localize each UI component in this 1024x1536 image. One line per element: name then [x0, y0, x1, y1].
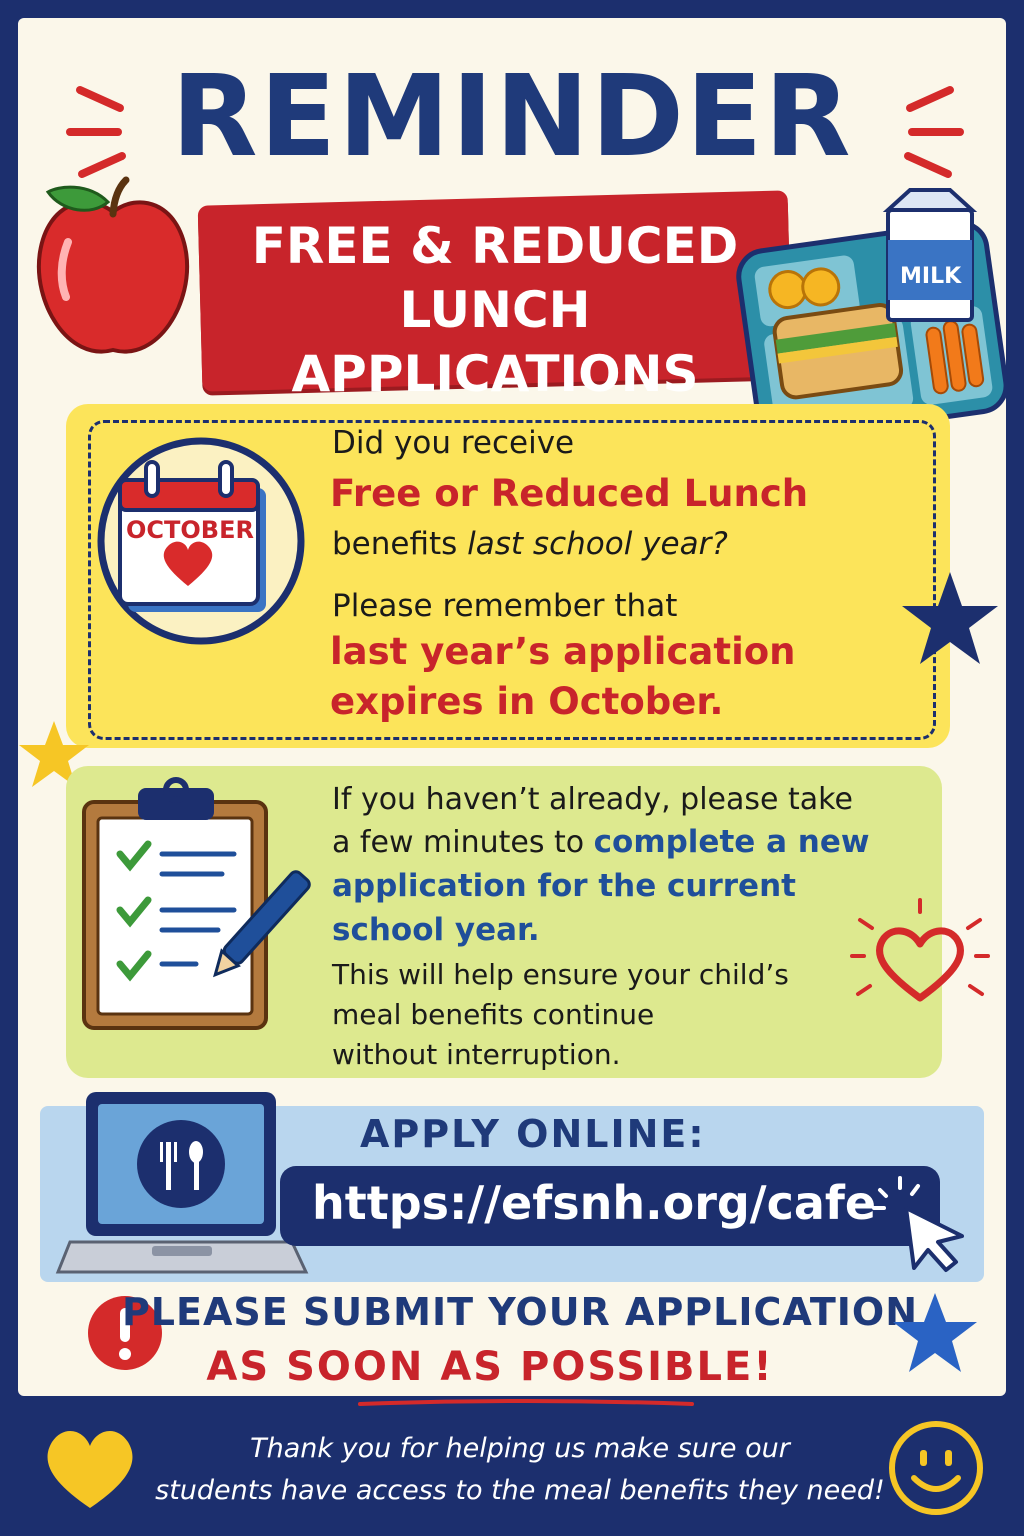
milk-label: MILK — [900, 264, 962, 289]
yellow-line-1: Did you receive — [332, 425, 575, 461]
star-navy-icon — [898, 568, 1002, 668]
cursor-icon — [876, 1180, 972, 1276]
yellow-line-3-b: last school year? — [467, 526, 728, 562]
heart-icon — [850, 898, 990, 1018]
submit-underline — [356, 1398, 696, 1410]
green-line-1: If you haven’t already, please take — [332, 782, 853, 817]
star-blue-icon — [890, 1290, 980, 1376]
footer-line-1: Thank you for helping us make sure our — [250, 1433, 790, 1464]
banner-title — [200, 214, 790, 406]
submit-line-2: AS SOON AS POSSIBLE! — [206, 1344, 774, 1390]
green-line-7: without interruption. — [332, 1038, 621, 1071]
green-line-3: application for the current — [332, 868, 796, 904]
burst-right-icon — [870, 70, 970, 180]
headline: REMINDER — [171, 52, 853, 182]
thank-you-message — [150, 1428, 890, 1512]
yellow-line-5: last year’s application — [330, 630, 796, 673]
yellow-line-3-a: benefits — [332, 526, 468, 562]
banner-line-1: FREE & REDUCED — [251, 217, 739, 275]
green-line-6: meal benefits continue — [332, 998, 655, 1031]
apply-url-text[interactable]: https://efsnh.org/cafe — [312, 1176, 877, 1230]
burst-left-icon — [60, 70, 160, 180]
banner-line-2: LUNCH APPLICATIONS — [291, 281, 699, 403]
green-line-2 — [332, 824, 870, 860]
green-line-2-a: a few minutes to — [332, 825, 594, 860]
yellow-line-6: expires in October. — [330, 680, 724, 723]
clipboard-icon — [76, 778, 306, 1038]
green-line-2-b: complete a new — [593, 824, 870, 860]
yellow-line-2: Free or Reduced Lunch — [330, 472, 809, 515]
yellow-line-4: Please remember that — [332, 588, 678, 624]
smiley-icon — [886, 1418, 986, 1518]
green-line-4: school year. — [332, 912, 540, 948]
laptop-icon — [66, 1086, 316, 1282]
footer-line-2: students have access to the meal benefits they need! — [155, 1475, 885, 1506]
apply-online-label: APPLY ONLINE: — [360, 1112, 706, 1156]
green-line-5: This will help ensure your child’s — [332, 958, 789, 991]
heart-yellow-icon — [38, 1420, 142, 1512]
submit-line-1: PLEASE SUBMIT YOUR APPLICATION — [121, 1290, 919, 1334]
calendar-month: OCTOBER — [126, 516, 254, 544]
apple-icon — [28, 172, 198, 372]
yellow-line-3 — [332, 526, 728, 562]
